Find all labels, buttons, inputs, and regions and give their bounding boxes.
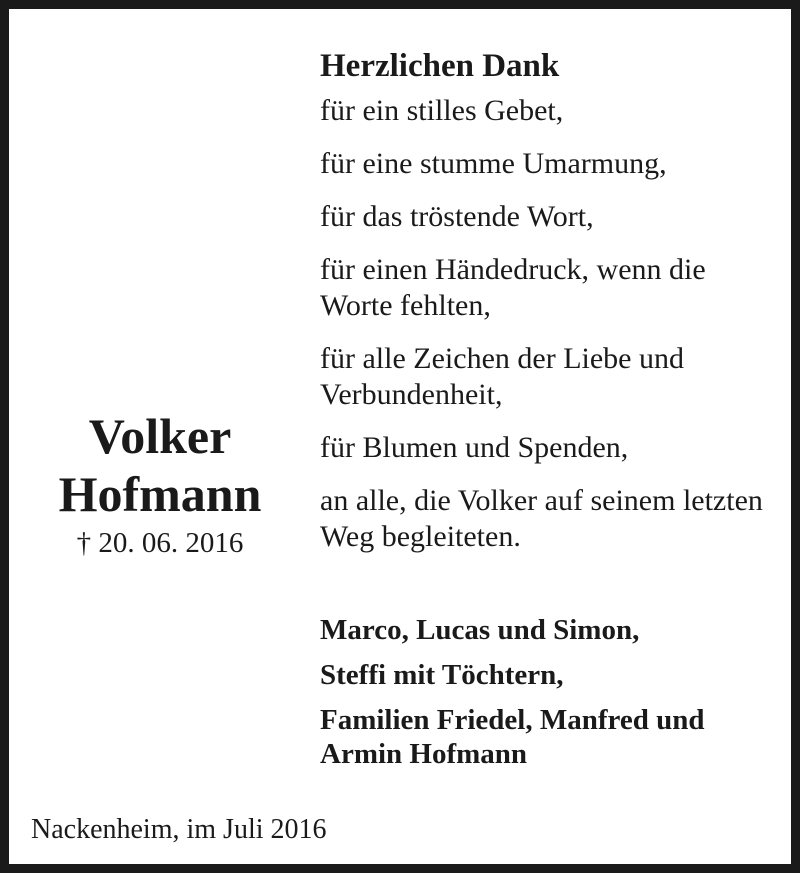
place-date: Nackenheim, im Juli 2016 bbox=[31, 814, 327, 845]
thanks-section bbox=[320, 47, 780, 555]
thanks-line: für eine stumme Umarmung, bbox=[320, 147, 667, 180]
signer: Familien Friedel, Manfred und bbox=[320, 704, 705, 736]
signer: Steffi mit Töchtern, bbox=[320, 659, 564, 691]
signer: Marco, Lucas und Simon, bbox=[320, 614, 640, 646]
thanks-line: für Blumen und Spenden, bbox=[320, 431, 629, 464]
thanks-line: für einen Händedruck, wenn die Worte fehlten, bbox=[320, 253, 706, 322]
signer: Armin Hofmann bbox=[320, 738, 528, 770]
thanks-line: für das tröstende Wort, bbox=[320, 200, 594, 233]
deceased-name-block bbox=[29, 407, 291, 560]
signers-list bbox=[320, 613, 780, 782]
thanks-line: an alle, die Volker auf seinem letzten Weg begleiteten. bbox=[320, 484, 763, 553]
thanks-line: für alle Zeichen der Liebe und Verbundenheit, bbox=[320, 342, 684, 411]
thanks-line: für ein stilles Gebet, bbox=[320, 94, 564, 127]
thanks-heading: Herzlichen Dank bbox=[320, 48, 560, 84]
thanks-list bbox=[320, 93, 780, 555]
deceased-first-name: Volker bbox=[88, 408, 232, 464]
deceased-last-name: Hofmann bbox=[58, 466, 262, 522]
death-date: † 20. 06. 2016 bbox=[76, 527, 244, 559]
